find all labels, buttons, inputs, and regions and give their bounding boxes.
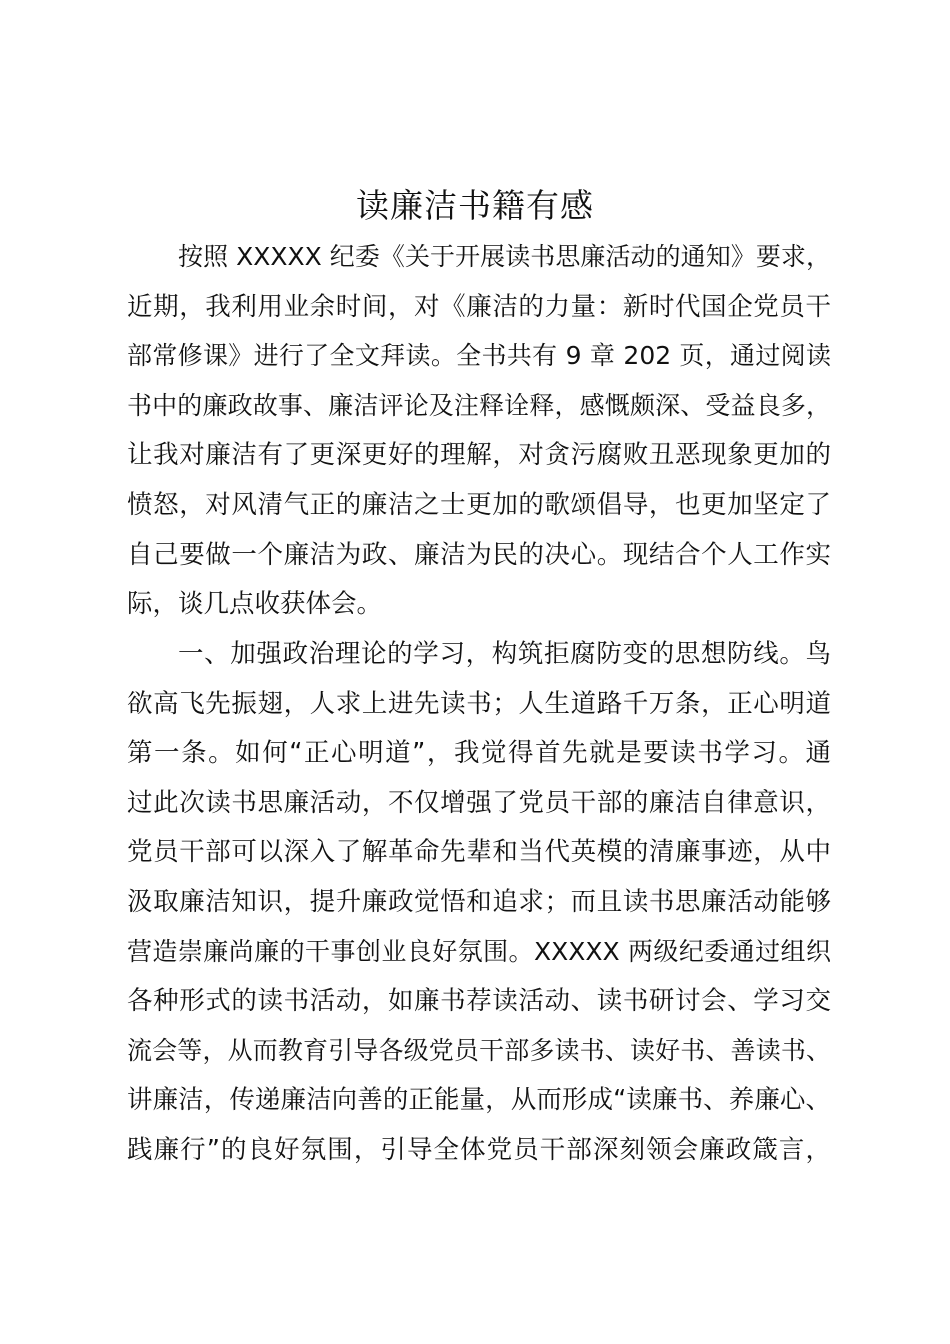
paragraph-2-line-1: 一、加强政治理论的学习，构筑拒腐防变的思想防线。鸟 [178,639,831,669]
paragraph-2-line-2: 欲高飞先振翅，人求上进先读书；人生道路千万条，正心明道 [127,689,831,719]
paragraph-2-line-6: 汲取廉洁知识，提升廉政觉悟和追求；而且读书思廉活动能够 [127,887,831,917]
paragraph-2-line-7: 营造崇廉尚廉的干事创业良好氛围。XXXXX 两级纪委通过组织 [127,937,831,966]
paragraph-2-line-8: 各种形式的读书活动，如廉书荐读活动、读书研讨会、学习交 [127,986,831,1016]
paragraph-1-line-5: 让我对廉洁有了更深更好的理解，对贪污腐败丑恶现象更加的 [127,440,831,470]
paragraph-1-line-1: 按照 XXXXX 纪委《关于开展读书思廉活动的通知》要求， [178,242,831,271]
paragraph-2-line-10: 讲廉洁，传递廉洁向善的正能量，从而形成“读廉书、养廉心、 [127,1085,831,1115]
paragraph-2-line-5: 党员干部可以深入了解革命先辈和当代英模的清廉事迹，从中 [127,837,831,867]
document-title: 读廉洁书籍有感 [356,186,594,225]
paragraph-1-line-8: 际，谈几点收获体会。 [127,589,383,619]
paragraph-2-line-3: 第一条。如何“正心明道”，我觉得首先就是要读书学习。通 [127,738,831,768]
paragraph-1-line-4: 书中的廉政故事、廉洁评论及注释诠释，感慨颇深、受益良多， [127,391,831,420]
paragraph-1-line-2: 近期，我利用业余时间，对《廉洁的力量：新时代国企党员干 [127,292,831,322]
paragraph-1-line-6: 愤怒，对风清气正的廉洁之士更加的歌颂倡导，也更加坚定了 [127,490,831,520]
paragraph-2-line-11: 践廉行”的良好氛围，引导全体党员干部深刻领会廉政箴言， [127,1135,831,1165]
paragraph-1-line-3: 部常修课》进行了全文拜读。全书共有 9 章 202 页，通过阅读 [127,341,831,370]
paragraph-2-line-9: 流会等，从而教育引导各级党员干部多读书、读好书、善读书、 [127,1036,831,1065]
paragraph-1-line-7: 自己要做一个廉洁为政、廉洁为民的决心。现结合个人工作实 [127,540,831,570]
paragraph-2-line-4: 过此次读书思廉活动，不仅增强了党员干部的廉洁自律意识， [127,788,831,818]
